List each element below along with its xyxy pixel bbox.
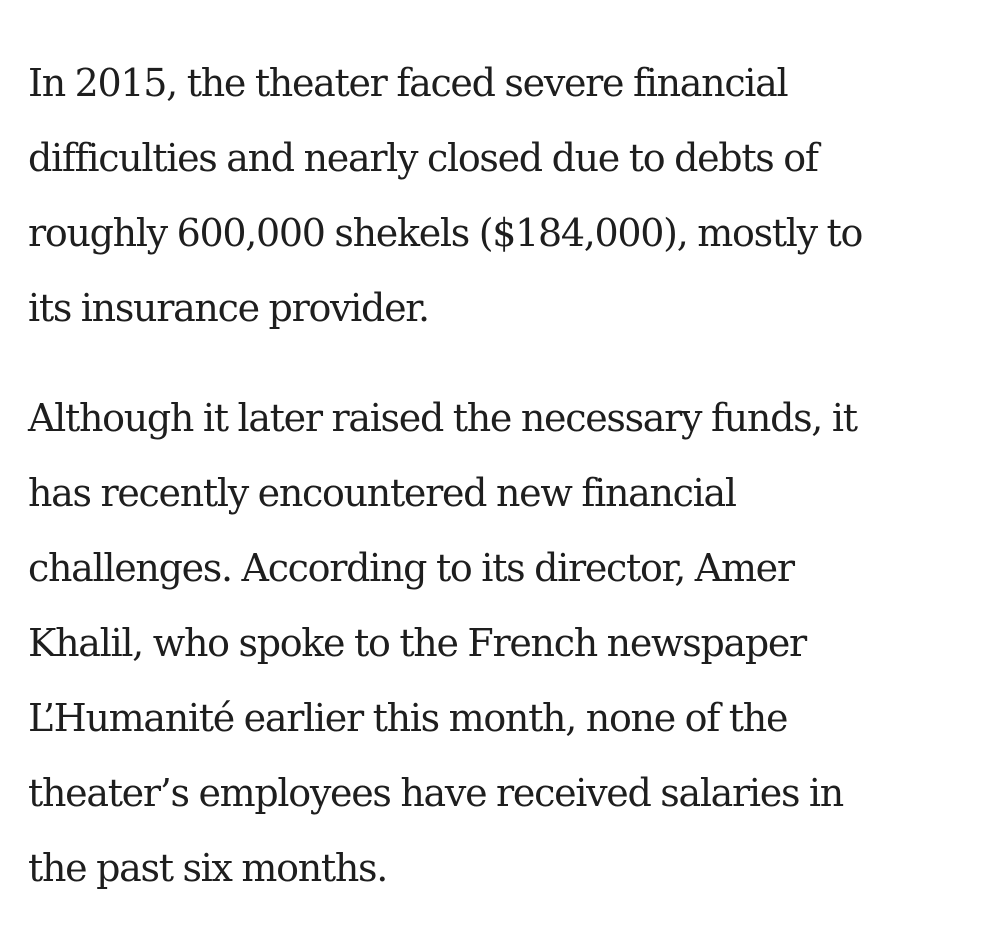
paragraph-line: L’Humanité earlier this month, none of the xyxy=(28,696,788,740)
paragraph-financial-difficulties xyxy=(28,46,988,346)
paragraph-line: theater’s employees have received salaries in xyxy=(28,771,843,815)
paragraph-line: Although it later raised the necessary funds, it xyxy=(28,396,857,440)
paragraph-new-challenges xyxy=(28,381,988,906)
paragraph-line: has recently encountered new financial xyxy=(28,471,736,515)
paragraph-line: challenges. According to its director, Amer xyxy=(28,546,794,590)
paragraph-line: difficulties and nearly closed due to debts of xyxy=(28,136,818,180)
paragraph-line: In 2015, the theater faced severe financial xyxy=(28,61,788,105)
paragraph-line: the past six months. xyxy=(28,846,388,890)
paragraph-line: Khalil, who spoke to the French newspaper xyxy=(28,621,806,665)
paragraph-line: its insurance provider. xyxy=(28,286,429,330)
paragraph-line: roughly 600,000 shekels ($184,000), mostly to xyxy=(28,211,863,255)
article-body xyxy=(28,46,988,906)
